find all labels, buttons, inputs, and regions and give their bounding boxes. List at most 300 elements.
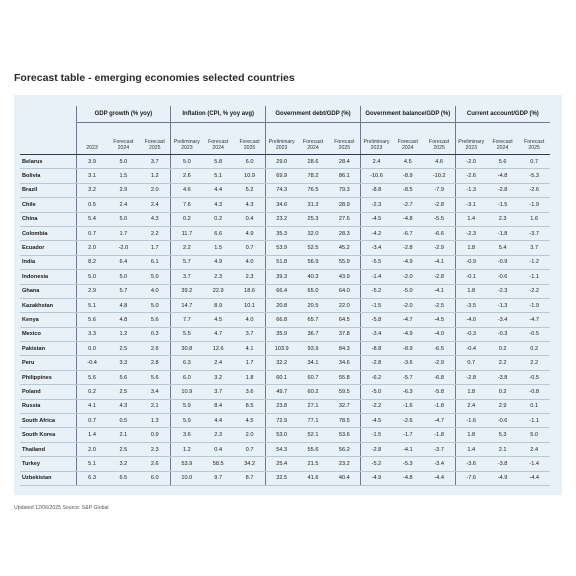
table-cell: 25.4 [266, 457, 298, 471]
table-cell: 2.6 [139, 342, 171, 356]
table-cell: -5.0 [360, 385, 392, 399]
table-cell: -1.2 [518, 255, 550, 269]
table-cell: 4.5 [234, 414, 266, 428]
table-cell: 1.3 [139, 414, 171, 428]
group-header-current-account: Current account/GDP (%) [455, 106, 550, 123]
table-cell: 93.9 [297, 342, 329, 356]
table-cell: 4.9 [234, 226, 266, 240]
table-cell: 4.0 [234, 313, 266, 327]
table-cell: 66.4 [266, 284, 298, 298]
table-cell: 69.9 [266, 169, 298, 183]
table-cell: 4.3 [108, 399, 140, 413]
table-cell: 3.3 [76, 327, 108, 341]
table-cell: 55.9 [329, 255, 361, 269]
table-cell: 0.9 [139, 428, 171, 442]
table-cell: -1.4 [360, 270, 392, 284]
table-cell: -8.8 [360, 342, 392, 356]
table-cell: 60.1 [266, 370, 298, 384]
table-cell: 6.0 [234, 155, 266, 169]
table-cell: 6.0 [139, 471, 171, 485]
table-cell: 23.8 [266, 399, 298, 413]
table-cell: 1.2 [139, 169, 171, 183]
table-cell: -0.9 [487, 255, 519, 269]
table-cell: 4.6 [171, 183, 203, 197]
table-cell: 5.1 [202, 169, 234, 183]
table-cell: 1.5 [202, 241, 234, 255]
table-cell: 74.3 [266, 183, 298, 197]
table-row [20, 457, 550, 471]
table-cell: -6.5 [424, 342, 456, 356]
table-cell: 34.1 [297, 356, 329, 370]
table-row [20, 442, 550, 456]
table-cell: 37.8 [329, 327, 361, 341]
table-cell: 30.8 [171, 342, 203, 356]
table-cell: 72.9 [266, 414, 298, 428]
table-cell: 32.7 [329, 399, 361, 413]
table-cell: 0.3 [139, 327, 171, 341]
table-cell: 3.9 [76, 155, 108, 169]
table-cell: 0.5 [76, 198, 108, 212]
table-cell: 7.6 [171, 198, 203, 212]
table-cell: 66.8 [266, 313, 298, 327]
table-cell: 2.4 [360, 155, 392, 169]
table-cell: 6.6 [202, 226, 234, 240]
table-cell: 86.1 [329, 169, 361, 183]
table-cell: -7.6 [455, 471, 487, 485]
table-cell: 3.7 [202, 385, 234, 399]
table-cell: 8.4 [202, 399, 234, 413]
country-name: Bolivia [20, 169, 76, 183]
table-cell: 59.5 [329, 385, 361, 399]
table-cell: 4.7 [202, 327, 234, 341]
table-row [20, 298, 550, 312]
subheader-current-account-2024: Forecast 2024 [487, 123, 519, 155]
table-cell: 32.0 [297, 226, 329, 240]
table-cell: 5.3 [487, 428, 519, 442]
table-cell: -4.0 [424, 327, 456, 341]
table-cell: -3.8 [487, 457, 519, 471]
table-cell: 1.7 [234, 356, 266, 370]
table-cell: -0.5 [518, 327, 550, 341]
table-cell: -4.7 [424, 414, 456, 428]
table-row [20, 313, 550, 327]
table-cell: 51.8 [266, 255, 298, 269]
table-cell: -5.2 [360, 284, 392, 298]
table-cell: 5.6 [108, 370, 140, 384]
table-cell: -0.8 [518, 385, 550, 399]
table-cell: -1.5 [360, 428, 392, 442]
table-cell: -0.5 [518, 370, 550, 384]
subheader-inflation-2025: Forecast 2025 [234, 123, 266, 155]
table-cell: 6.0 [171, 370, 203, 384]
table-cell: 2.6 [139, 457, 171, 471]
table-cell: -2.8 [424, 198, 456, 212]
table-row [20, 212, 550, 226]
table-cell: 64.0 [329, 284, 361, 298]
table-cell: 1.4 [76, 428, 108, 442]
table-cell: 9.7 [202, 471, 234, 485]
footnote: Updated 12/06/2025 Source: S&P Global [14, 505, 109, 511]
table-cell: 5.0 [139, 298, 171, 312]
table-cell: 39.2 [171, 284, 203, 298]
table-cell: 28.9 [329, 198, 361, 212]
table-body [20, 155, 550, 486]
country-header-spacer [20, 106, 76, 123]
subheader-debt-2025: Forecast 2025 [329, 123, 361, 155]
table-cell: -4.7 [518, 313, 550, 327]
table-cell: -2.6 [455, 169, 487, 183]
table-cell: 54.3 [266, 442, 298, 456]
table-cell: 6.4 [108, 255, 140, 269]
table-cell: -1.7 [392, 428, 424, 442]
table-cell: -10.2 [424, 169, 456, 183]
table-cell: 5.2 [234, 183, 266, 197]
table-cell: 5.6 [487, 155, 519, 169]
table-row [20, 385, 550, 399]
table-cell: -8.8 [360, 183, 392, 197]
table-cell: 5.4 [76, 212, 108, 226]
table-cell: 23.2 [266, 212, 298, 226]
table-cell: 53.9 [266, 241, 298, 255]
table-cell: 3.6 [234, 385, 266, 399]
table-cell: -1.9 [518, 298, 550, 312]
table-cell: -4.8 [487, 169, 519, 183]
table-cell: -5.3 [518, 169, 550, 183]
table-cell: 60.2 [297, 385, 329, 399]
table-cell: -4.9 [392, 255, 424, 269]
table-cell: -0.6 [487, 270, 519, 284]
table-cell: -3.7 [424, 442, 456, 456]
table-cell: 2.1 [139, 399, 171, 413]
table-cell: 0.7 [76, 226, 108, 240]
table-cell: -7.9 [424, 183, 456, 197]
table-cell: 60.7 [297, 370, 329, 384]
country-name: South Korea [20, 428, 76, 442]
table-cell: 1.8 [455, 284, 487, 298]
table-cell: 53.0 [266, 428, 298, 442]
table-cell: 5.9 [171, 414, 203, 428]
table-cell: -3.4 [424, 457, 456, 471]
table-cell: 35.9 [266, 327, 298, 341]
table-cell: 0.5 [108, 414, 140, 428]
table-cell: 5.6 [76, 370, 108, 384]
table-cell: 2.4 [518, 442, 550, 456]
table-cell: 0.2 [487, 342, 519, 356]
table-cell: -0.4 [455, 342, 487, 356]
table-cell: 53.6 [329, 428, 361, 442]
table-cell: 53.9 [171, 457, 203, 471]
table-cell: 28.6 [297, 155, 329, 169]
table-cell: 27.6 [329, 212, 361, 226]
table-cell: 32.2 [266, 356, 298, 370]
country-name: Brazil [20, 183, 76, 197]
table-cell: -4.4 [518, 471, 550, 485]
table-cell: 5.9 [171, 399, 203, 413]
table-row [20, 356, 550, 370]
table-cell: -4.5 [424, 313, 456, 327]
table-cell: 79.3 [329, 183, 361, 197]
table-cell: 1.2 [108, 327, 140, 341]
table-cell: 65.0 [297, 284, 329, 298]
table-cell: 34.6 [329, 356, 361, 370]
table-row [20, 284, 550, 298]
table-cell: 65.7 [297, 313, 329, 327]
table-cell: -8.9 [392, 342, 424, 356]
table-cell: -5.2 [360, 457, 392, 471]
table-cell: -1.5 [487, 198, 519, 212]
table-cell: 2.3 [234, 270, 266, 284]
table-cell: -1.1 [518, 270, 550, 284]
table-cell: 34.6 [266, 198, 298, 212]
table-cell: -3.5 [455, 298, 487, 312]
table-cell: 55.8 [329, 370, 361, 384]
table-cell: 4.9 [202, 255, 234, 269]
country-name: China [20, 212, 76, 226]
subheader-debt-2023: Preliminary 2023 [266, 123, 298, 155]
table-cell: -1.8 [424, 428, 456, 442]
table-cell: -3.8 [487, 370, 519, 384]
table-cell: -5.0 [392, 284, 424, 298]
table-cell: 6.5 [108, 471, 140, 485]
table-cell: -1.3 [487, 298, 519, 312]
table-cell: 3.6 [171, 428, 203, 442]
table-cell: 4.3 [234, 198, 266, 212]
table-cell: 56.2 [329, 442, 361, 456]
table-cell: 1.8 [455, 241, 487, 255]
table-cell: 2.2 [139, 226, 171, 240]
table-cell: -2.3 [487, 284, 519, 298]
country-name: Thailand [20, 442, 76, 456]
table-cell: 78.5 [329, 414, 361, 428]
table-cell: -4.5 [360, 414, 392, 428]
table-cell: 4.3 [139, 212, 171, 226]
table-cell: -2.9 [424, 356, 456, 370]
table-cell: 28.4 [329, 155, 361, 169]
table-cell: -3.6 [455, 457, 487, 471]
table-cell: -4.4 [424, 471, 456, 485]
table-cell: -3.1 [455, 198, 487, 212]
table-cell: 2.3 [139, 442, 171, 456]
table-cell: 1.8 [455, 428, 487, 442]
country-name: Mexico [20, 327, 76, 341]
table-cell: 2.5 [108, 385, 140, 399]
table-cell: 78.2 [297, 169, 329, 183]
table-cell: 10.9 [234, 169, 266, 183]
table-cell: 2.1 [487, 442, 519, 456]
table-cell: 0.2 [487, 385, 519, 399]
table-cell: 5.0 [139, 270, 171, 284]
table-cell: 21.5 [297, 457, 329, 471]
table-cell: 77.1 [297, 414, 329, 428]
table-cell: 5.0 [76, 270, 108, 284]
table-cell: 5.6 [76, 313, 108, 327]
table-cell: 0.7 [76, 414, 108, 428]
table-cell: -4.9 [360, 471, 392, 485]
table-cell: -2.8 [487, 183, 519, 197]
country-name: Philippines [20, 370, 76, 384]
country-name: South Africa [20, 414, 76, 428]
country-subheader-spacer [20, 123, 76, 155]
table-cell: 3.7 [139, 155, 171, 169]
table-cell: 22.0 [329, 298, 361, 312]
table-cell: 2.9 [108, 183, 140, 197]
table-cell: -3.6 [392, 356, 424, 370]
table-cell: 3.2 [202, 370, 234, 384]
table-cell: -5.3 [392, 457, 424, 471]
table-cell: 10.1 [234, 298, 266, 312]
table-cell: 39.3 [266, 270, 298, 284]
subheader-current-account-2023: Preliminary 2023 [455, 123, 487, 155]
table-cell: -2.0 [108, 241, 140, 255]
country-name: Ecuador [20, 241, 76, 255]
country-name: Turkey [20, 457, 76, 471]
table-cell: -0.3 [455, 327, 487, 341]
country-name: Poland [20, 385, 76, 399]
sub-header-row [20, 123, 550, 155]
country-name: Pakistan [20, 342, 76, 356]
table-cell: -2.9 [424, 241, 456, 255]
table-cell: 1.2 [171, 442, 203, 456]
table-cell: 2.4 [202, 356, 234, 370]
table-cell: -0.1 [455, 270, 487, 284]
table-cell: 2.2 [171, 241, 203, 255]
table-cell: 4.4 [202, 183, 234, 197]
table-cell: 2.3 [202, 428, 234, 442]
table-cell: 3.7 [171, 270, 203, 284]
table-cell: -3.4 [487, 313, 519, 327]
table-cell: 4.1 [234, 342, 266, 356]
table-cell: 52.1 [297, 428, 329, 442]
country-name: Chile [20, 198, 76, 212]
table-cell: 103.9 [266, 342, 298, 356]
table-cell: -2.2 [360, 399, 392, 413]
table-cell: 45.2 [329, 241, 361, 255]
table-cell: 0.0 [76, 342, 108, 356]
table-cell: -4.1 [392, 442, 424, 456]
table-cell: 1.5 [108, 169, 140, 183]
table-cell: 2.0 [76, 442, 108, 456]
country-name: Belarus [20, 155, 76, 169]
table-cell: -4.2 [360, 226, 392, 240]
subheader-debt-2024: Forecast 2024 [297, 123, 329, 155]
table-cell: 49.7 [266, 385, 298, 399]
table-cell: 64.5 [329, 313, 361, 327]
table-cell: -6.8 [424, 370, 456, 384]
table-cell: -1.3 [455, 183, 487, 197]
table-cell: 56.9 [297, 255, 329, 269]
table-cell: -1.4 [518, 457, 550, 471]
table-cell: 4.3 [202, 198, 234, 212]
table-cell: 0.7 [518, 155, 550, 169]
table-cell: 2.9 [487, 399, 519, 413]
table-row [20, 471, 550, 485]
subheader-gdp-2025: Forecast 2025 [139, 123, 171, 155]
table-cell: 36.7 [297, 327, 329, 341]
table-cell: 3.7 [518, 241, 550, 255]
table-cell: 8.5 [234, 399, 266, 413]
table-cell: -2.6 [518, 183, 550, 197]
country-name: Colombia [20, 226, 76, 240]
table-cell: 2.4 [455, 399, 487, 413]
table-cell: 52.5 [297, 241, 329, 255]
table-cell: 5.5 [171, 327, 203, 341]
subheader-balance-2024: Forecast 2024 [392, 123, 424, 155]
table-cell: -2.3 [455, 226, 487, 240]
table-cell: 5.4 [487, 241, 519, 255]
subheader-inflation-2024: Forecast 2024 [202, 123, 234, 155]
table-cell: -3.7 [518, 226, 550, 240]
table-cell: -3.4 [360, 241, 392, 255]
table-cell: 11.7 [171, 226, 203, 240]
table-cell: -2.0 [392, 298, 424, 312]
table-cell: 0.2 [202, 212, 234, 226]
table-cell: -0.3 [487, 327, 519, 341]
table-cell: 0.7 [455, 356, 487, 370]
table-cell: 34.2 [234, 457, 266, 471]
table-cell: 2.8 [139, 356, 171, 370]
table-cell: 3.2 [108, 457, 140, 471]
country-name: Ghana [20, 284, 76, 298]
table-cell: 0.2 [518, 342, 550, 356]
table-cell: 5.1 [76, 298, 108, 312]
table-cell: 31.3 [297, 198, 329, 212]
table-cell: -4.8 [392, 212, 424, 226]
table-row [20, 169, 550, 183]
table-cell: 4.8 [108, 298, 140, 312]
table-cell: -0.6 [487, 414, 519, 428]
table-cell: 2.2 [518, 356, 550, 370]
table-cell: 2.9 [76, 284, 108, 298]
table-cell: 1.8 [234, 370, 266, 384]
table-cell: -5.8 [424, 385, 456, 399]
table-cell: -4.5 [360, 212, 392, 226]
table-cell: 5.0 [108, 155, 140, 169]
table-cell: 2.6 [171, 169, 203, 183]
table-cell: 43.9 [329, 270, 361, 284]
table-cell: 2.2 [487, 356, 519, 370]
table-row [20, 241, 550, 255]
table-cell: -0.4 [76, 356, 108, 370]
table-cell: 32.5 [266, 471, 298, 485]
table-cell: -4.0 [455, 313, 487, 327]
table-cell: 5.0 [171, 155, 203, 169]
table-cell: 8.9 [202, 298, 234, 312]
table-cell: -2.2 [518, 284, 550, 298]
table-cell: 12.6 [202, 342, 234, 356]
table-cell: 0.4 [234, 212, 266, 226]
table-cell: 76.5 [297, 183, 329, 197]
table-cell: -1.9 [518, 198, 550, 212]
table-cell: 55.6 [297, 442, 329, 456]
table-cell: 58.5 [202, 457, 234, 471]
table-cell: 0.2 [171, 212, 203, 226]
subheader-inflation-2023: Preliminary 2023 [171, 123, 203, 155]
page-title: Forecast table - emerging economies selected countries [14, 72, 295, 84]
table-cell: -8.5 [392, 183, 424, 197]
table-row [20, 327, 550, 341]
table-cell: 8.7 [234, 471, 266, 485]
table-cell: 6.3 [171, 356, 203, 370]
table-cell: 5.6 [139, 313, 171, 327]
table-cell: -6.7 [392, 226, 424, 240]
table-cell: 40.4 [329, 471, 361, 485]
table-cell: -2.0 [392, 270, 424, 284]
table-cell: 0.7 [234, 241, 266, 255]
table-cell: 5.0 [108, 212, 140, 226]
table-cell: 23.2 [329, 457, 361, 471]
table-row [20, 226, 550, 240]
table-row [20, 428, 550, 442]
